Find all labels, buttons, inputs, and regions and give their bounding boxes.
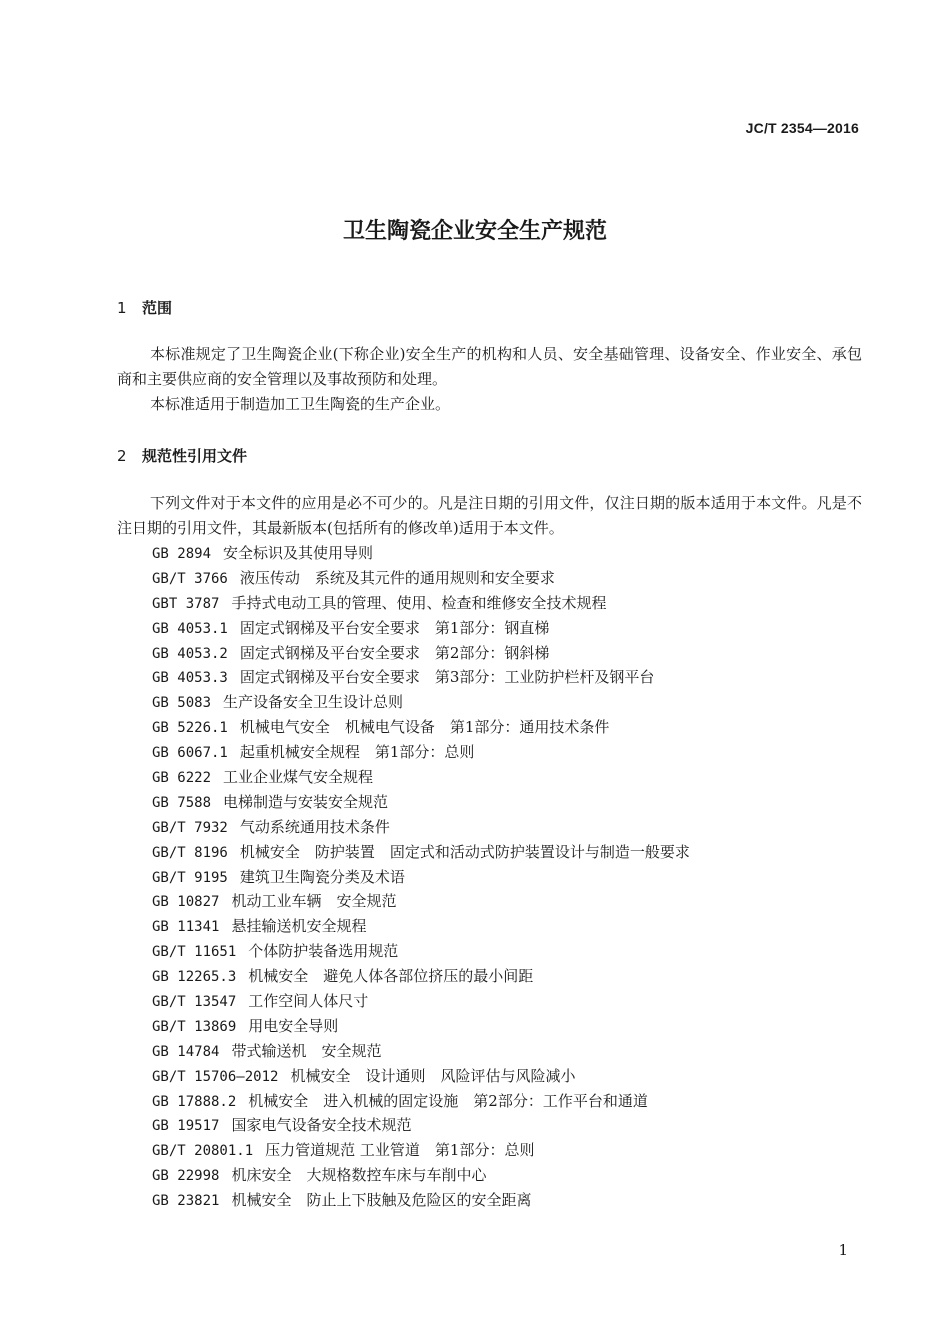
reference-title: 机械安全 防护装置 固定式和活动式防护装置设计与制造一般要求 xyxy=(239,842,690,861)
reference-code: GB 6067.1 xyxy=(152,745,228,762)
reference-item xyxy=(152,566,690,591)
reference-item xyxy=(152,740,690,765)
reference-title: 压力管道规范 工业管道 第1部分：总则 xyxy=(265,1141,535,1160)
reference-title: 悬挂输送机安全规程 xyxy=(231,917,367,936)
reference-title: 固定式钢梯及平台安全要求 第1部分：钢直梯 xyxy=(239,618,550,637)
reference-title: 电梯制造与安装安全规范 xyxy=(223,792,389,811)
reference-item xyxy=(152,641,690,666)
reference-item xyxy=(152,665,690,690)
reference-code: GB/T 11651 xyxy=(152,944,237,961)
reference-title: 个体防护装备选用规范 xyxy=(248,942,399,961)
reference-item xyxy=(152,1113,690,1138)
reference-title: 固定式钢梯及平台安全要求 第3部分：工业防护栏杆及钢平台 xyxy=(239,668,655,687)
reference-code: GB 5083 xyxy=(152,695,212,712)
reference-title: 机械安全 防止上下肢触及危险区的安全距离 xyxy=(231,1191,532,1210)
section-title: 范围 xyxy=(142,299,173,317)
page-number: 1 xyxy=(838,1241,848,1259)
references-intro-paragraph: 下列文件对于本文件的应用是必不可少的。凡是注日期的引用文件，仅注日期的版本适用于本文件。凡是不注日期的引用文件，其最新版本(包括所有的修改单)适用于本文件。 xyxy=(117,494,862,537)
reference-code: GB/T 15706—2012 xyxy=(152,1068,279,1085)
reference-item xyxy=(152,914,690,939)
reference-code: GB/T 8196 xyxy=(152,844,228,861)
reference-title: 用电安全导则 xyxy=(248,1016,339,1035)
reference-title: 国家电气设备安全技术规范 xyxy=(231,1116,412,1135)
reference-title: 机械安全 避免人体各部位挤压的最小间距 xyxy=(248,967,534,986)
reference-item xyxy=(152,1089,690,1114)
reference-item xyxy=(152,815,690,840)
reference-item xyxy=(152,765,690,790)
reference-title: 建筑卫生陶瓷分类及术语 xyxy=(239,867,405,886)
reference-code: GB 17888.2 xyxy=(152,1093,237,1110)
reference-title: 起重机械安全规程 第1部分：总则 xyxy=(239,743,475,762)
reference-code: GB 6222 xyxy=(152,770,212,787)
reference-item xyxy=(152,616,690,641)
reference-title: 机械安全 进入机械的固定设施 第2部分：工作平台和通道 xyxy=(248,1091,648,1110)
reference-title: 带式输送机 安全规范 xyxy=(231,1041,382,1060)
reference-title: 机械电气安全 机械电气设备 第1部分：通用技术条件 xyxy=(239,718,610,737)
reference-title: 固定式钢梯及平台安全要求 第2部分：钢斜梯 xyxy=(239,643,550,662)
reference-code: GB/T 20801.1 xyxy=(152,1143,254,1160)
section-1-heading xyxy=(117,297,172,318)
reference-item xyxy=(152,1014,690,1039)
reference-code: GB 12265.3 xyxy=(152,969,237,986)
reference-code: GB 4053.3 xyxy=(152,670,228,687)
section-number: 1 xyxy=(117,299,127,317)
reference-code: GB 5226.1 xyxy=(152,720,228,737)
reference-title: 机动工业车辆 安全规范 xyxy=(231,892,397,911)
reference-title: 手持式电动工具的管理、使用、检查和维修安全技术规程 xyxy=(231,593,607,612)
reference-title: 安全标识及其使用导则 xyxy=(223,544,374,562)
reference-code: GB/T 7932 xyxy=(152,819,228,836)
section-2-heading xyxy=(117,445,247,466)
reference-code: GB 4053.1 xyxy=(152,620,228,637)
reference-code: GB 7588 xyxy=(152,794,212,811)
section-title: 规范性引用文件 xyxy=(142,447,248,465)
normative-references-list xyxy=(152,541,690,1213)
reference-title: 机床安全 大规格数控车床与车削中心 xyxy=(231,1166,487,1185)
reference-code: GB/T 13547 xyxy=(152,994,237,1011)
reference-item xyxy=(152,1138,690,1163)
reference-item xyxy=(152,989,690,1014)
section-number: 2 xyxy=(117,447,127,465)
reference-code: GBT 3787 xyxy=(152,595,220,612)
reference-code: GB 19517 xyxy=(152,1118,220,1135)
reference-item xyxy=(152,1039,690,1064)
reference-item xyxy=(152,790,690,815)
reference-code: GB 23821 xyxy=(152,1193,220,1210)
reference-title: 气动系统通用技术条件 xyxy=(239,817,390,836)
reference-title: 工业企业煤气安全规程 xyxy=(223,768,374,787)
reference-item xyxy=(152,865,690,890)
reference-item xyxy=(152,939,690,964)
reference-item xyxy=(152,1064,690,1089)
reference-item xyxy=(152,1163,690,1188)
reference-item xyxy=(152,1188,690,1213)
reference-title: 生产设备安全卫生设计总则 xyxy=(223,693,404,712)
reference-code: GB 14784 xyxy=(152,1043,220,1060)
standard-code: JC/T 2354—2016 xyxy=(745,120,859,136)
reference-item xyxy=(152,591,690,616)
reference-code: GB 22998 xyxy=(152,1168,220,1185)
reference-title: 工作空间人体尺寸 xyxy=(248,992,369,1011)
document-title: 卫生陶瓷企业安全生产规范 xyxy=(342,219,607,244)
reference-title: 液压传动 系统及其元件的通用规则和安全要求 xyxy=(239,568,555,587)
reference-item xyxy=(152,541,690,566)
reference-title: 机械安全 设计通则 风险评估与风险减小 xyxy=(290,1066,576,1085)
reference-item xyxy=(152,964,690,989)
reference-code: GB 11341 xyxy=(152,919,220,936)
reference-code: GB 4053.2 xyxy=(152,645,228,662)
reference-code: GB 10827 xyxy=(152,894,220,911)
reference-item xyxy=(152,690,690,715)
reference-code: GB/T 13869 xyxy=(152,1018,237,1035)
reference-code: GB/T 3766 xyxy=(152,570,228,587)
reference-code: GB 2894 xyxy=(152,546,212,562)
reference-item xyxy=(152,889,690,914)
reference-code: GB/T 9195 xyxy=(152,869,228,886)
scope-paragraph-1: 本标准规定了卫生陶瓷企业(下称企业)安全生产的机构和人员、安全基础管理、设备安全、作业安全、承包商和主要供应商的安全管理以及事故预防和处理。 xyxy=(117,345,862,388)
reference-item xyxy=(152,715,690,740)
scope-paragraph-2: 本标准适用于制造加工卫生陶瓷的生产企业。 xyxy=(150,395,451,413)
reference-item xyxy=(152,840,690,865)
